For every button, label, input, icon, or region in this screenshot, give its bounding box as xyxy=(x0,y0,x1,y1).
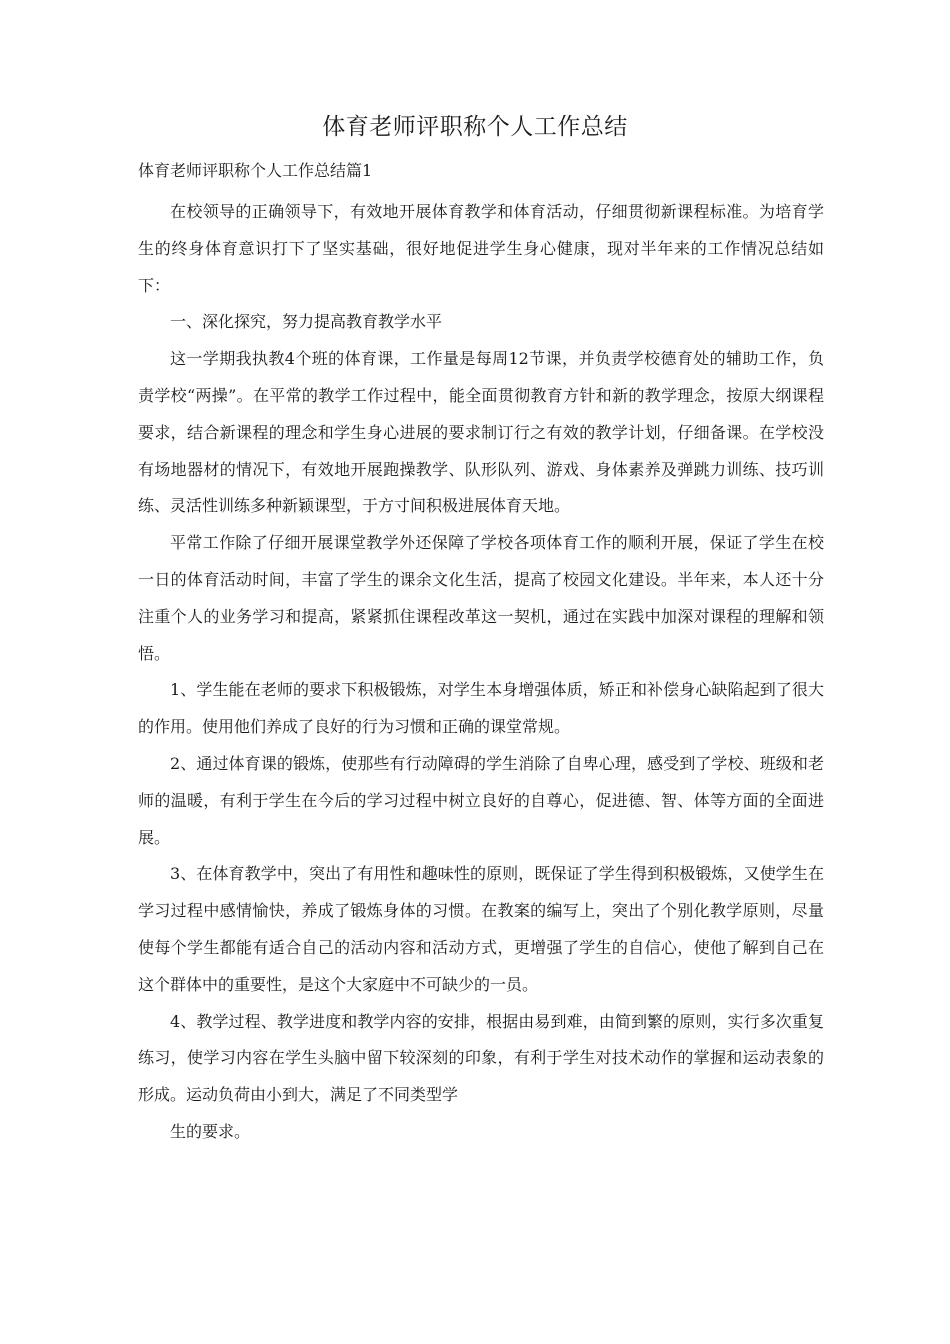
paragraph-workload: 这一学期我执教4个班的体育课，工作量是每周12节课，并负责学校德育处的辅助工作，负责学校“两操”。在平常的教学工作过程中，能全面贯彻教育方针和新的教学理念，按原大纲课程要求，结合新课程的理念和学生身心进展的要求制订行之有效的教学计划，仔细备课。在学校没有场地器材的情况下，有效地开展跑操教学、队形队列、游戏、身体素养及弹跳力训练、技巧训练、灵活性训练多种新颖课型，于方寸间积极进展体育天地。 xyxy=(138,349,824,516)
paragraph-tail: 生的要求。 xyxy=(170,1121,251,1141)
paragraph-daily-work: 平常工作除了仔细开展课堂教学外还保障了学校各项体育工作的顺利开展，保证了学生在校一日的体育活动时间，丰富了学生的课余文化生活，提高了校园文化建设。半年来，本人还十分注重个人的业务学习和提高，紧紧抓住课程改革这一契机，通过在实践中加深对课程的理解和领悟。 xyxy=(138,533,824,663)
paragraph-point-4: 4、教学过程、教学进度和教学内容的安排，根据由易到难，由简到繁的原则，实行多次重复练习，使学习内容在学生头脑中留下较深刻的印象，有利于学生对技术动作的掌握和运动表象的形成。运动负荷由小到大，满足了不同类型学 xyxy=(138,1011,824,1105)
paragraph-heading-1: 一、深化探究，努力提高教育教学水平 xyxy=(170,312,443,332)
paragraph-point-3: 3、在体育教学中，突出了有用性和趣味性的原则，既保证了学生得到积极锻炼，又使学生在学习过程中感情愉快，养成了锻炼身体的习惯。在教案的编写上，突出了个别化教学原则，尽量使每个学生都能有适合自己的活动内容和活动方式，更增强了学生的自信心，使他了解到自己在这个群体中的重要性，是这个大家庭中不可缺少的一员。 xyxy=(138,864,824,994)
paragraph-point-2: 2、通过体育课的锻炼，使那些有行动障碍的学生消除了自卑心理，感受到了学校、班级和老师的温暖，有利于学生在今后的学习过程中树立良好的自尊心，促进德、智、体等方面的全面进展。 xyxy=(138,753,824,847)
paragraph-intro: 在校领导的正确领导下，有效地开展体育教学和体育活动，仔细贯彻新课程标准。为培育学生的终身体育意识打下了坚实基础，很好地促进学生身心健康，现对半年来的工作情况总结如下： xyxy=(138,202,824,295)
document-title: 体育老师评职称个人工作总结 xyxy=(322,114,628,140)
document-body xyxy=(138,194,824,1151)
paragraph-point-1: 1、学生能在老师的要求下积极锻炼，对学生本身增强体质，矫正和补偿身心缺陷起到了很大的作用。使用他们养成了良好的行为习惯和正确的课堂常规。 xyxy=(138,680,824,737)
section-heading: 体育老师评职称个人工作总结篇1 xyxy=(138,161,373,180)
